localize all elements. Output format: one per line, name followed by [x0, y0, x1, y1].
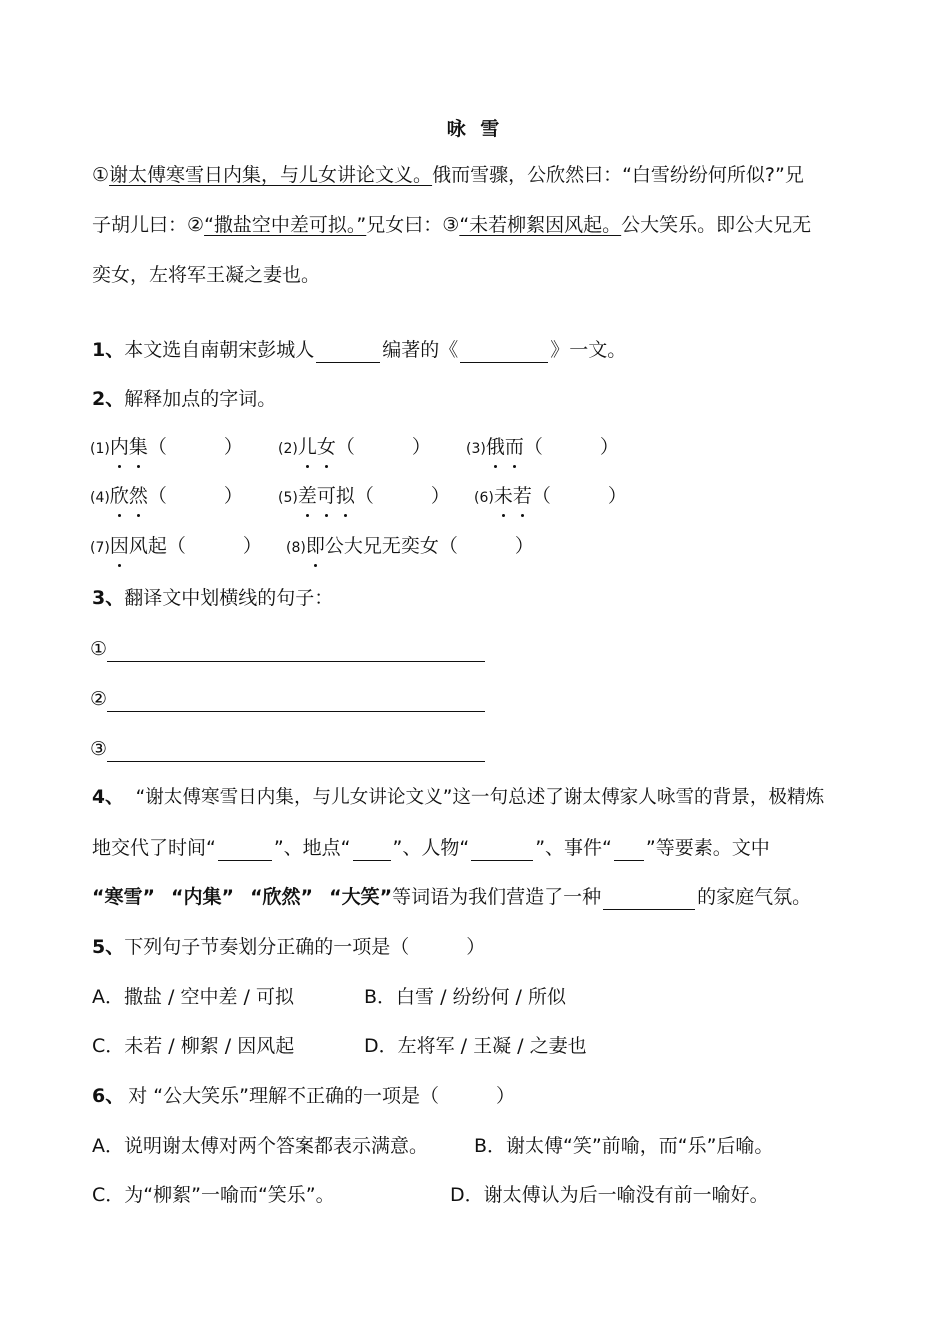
question-text: 解释加点的字词。: [124, 388, 277, 410]
question-text: 的家庭气氛。: [697, 886, 812, 908]
dotted-term: 儿女: [297, 436, 336, 458]
question-sep: 、: [105, 587, 125, 609]
bold-keyword: “欣然”: [250, 886, 314, 908]
mark-1: ①: [92, 164, 110, 186]
mark-2: ②: [187, 214, 205, 236]
dotted-term: 未若: [493, 485, 532, 507]
bold-keyword: “寒雪”: [92, 886, 155, 908]
term-number: (3): [466, 441, 486, 457]
question-4: [92, 785, 824, 811]
answer-paren[interactable]: （ ）: [354, 485, 450, 507]
bold-keyword: “内集”: [171, 886, 235, 908]
term-item: [90, 533, 262, 561]
term-number: (8): [286, 540, 306, 556]
term-number: (5): [278, 490, 298, 506]
answer-paren[interactable]: （ ）: [531, 485, 627, 507]
answer-blank[interactable]: [603, 889, 695, 910]
question-number: 1: [92, 339, 106, 361]
term-item: [90, 434, 243, 462]
term-rest: 公大兄无奕女: [324, 535, 439, 557]
term-number: (2): [278, 441, 298, 457]
dotted-term: 即: [305, 535, 325, 557]
question-text: 编著的《: [382, 339, 459, 361]
question-sep: 、: [105, 388, 125, 410]
question-number: 3: [92, 587, 106, 609]
translation-line: [90, 686, 485, 712]
question-text: 翻译文中划横线的句子：: [124, 587, 334, 609]
question-1: [92, 337, 626, 363]
answer-blank[interactable]: [107, 691, 485, 712]
question-sep: 、: [104, 787, 124, 808]
question-text: “谢太傅寒雪日内集，与儿女讲论文义”这一句总述了谢太傅家人咏雪的背景，极精炼: [135, 787, 825, 808]
question-number: 2: [92, 388, 106, 410]
translation-line: [90, 736, 485, 762]
answer-paren[interactable]: （ ）: [523, 436, 619, 458]
passage-line-3: 奕女，左将军王凝之妻也。: [92, 264, 321, 286]
dotted-term: 俄而: [485, 436, 524, 458]
answer-blank[interactable]: [218, 840, 272, 861]
term-number: (6): [474, 490, 494, 506]
term-item: [474, 483, 627, 511]
question-text: ”、人物“: [392, 837, 470, 859]
passage-line-1: [92, 162, 804, 188]
underlined-sentence-3: “未若柳絮因风起。: [459, 214, 622, 236]
answer-blank[interactable]: [471, 840, 533, 861]
answer-paren[interactable]: （ ）: [335, 436, 431, 458]
dotted-term: 差可拟: [297, 485, 355, 507]
dotted-term: 因: [109, 535, 129, 557]
question-number: 4: [92, 787, 105, 808]
question-text: 对 “公大笑乐”理解不正确的一项是（ ）: [128, 1085, 515, 1107]
mark-3: ③: [90, 738, 108, 760]
question-text: 本文选自南朝宋彭城人: [124, 339, 315, 361]
question-4-line-2: [92, 835, 770, 861]
passage-line-2: [92, 212, 811, 238]
term-item: [286, 533, 534, 561]
answer-blank[interactable]: [353, 840, 391, 861]
option-a[interactable]: A．说明谢太傅对两个答案都表示满意。: [92, 1135, 428, 1157]
option-d[interactable]: D．左将军 / 王凝 / 之妻也: [364, 1035, 587, 1057]
option-b[interactable]: B．谢太傅“笑”前喻，而“乐”后喻。: [474, 1135, 774, 1157]
option-b[interactable]: B．白雪 / 纷纷何 / 所似: [364, 986, 566, 1008]
translation-line: [90, 636, 485, 662]
question-4-line-3: [92, 884, 811, 910]
term-number: (4): [90, 490, 110, 506]
dotted-term: 内集: [109, 436, 148, 458]
option-c[interactable]: C．未若 / 柳絮 / 因风起: [92, 1035, 295, 1057]
question-5: [92, 934, 485, 960]
term-item: [466, 434, 619, 462]
answer-paren[interactable]: （ ）: [147, 436, 243, 458]
underlined-sentence-2: “撒盐空中差可拟。”: [204, 214, 367, 236]
term-rest: 风起: [128, 535, 167, 557]
mark-2: ②: [90, 688, 108, 710]
question-text: 》一文。: [550, 339, 627, 361]
answer-blank[interactable]: [460, 342, 548, 363]
question-3: [92, 585, 333, 611]
question-sep: 、: [105, 339, 125, 361]
option-a[interactable]: A．撒盐 / 空中差 / 可拟: [92, 986, 294, 1008]
answer-paren[interactable]: （ ）: [438, 535, 534, 557]
term-item: [278, 434, 431, 462]
mark-3: ③: [442, 214, 460, 236]
answer-paren[interactable]: （ ）: [147, 485, 243, 507]
answer-blank[interactable]: [107, 741, 485, 762]
question-6: [92, 1083, 515, 1109]
passage-text: 俄而雪骤，公欣然曰：“白雪纷纷何所似?”兄: [432, 164, 804, 186]
question-text: 下列句子节奏划分正确的一项是（ ）: [124, 936, 486, 958]
question-text: 等词语为我们营造了一种: [392, 886, 602, 908]
term-number: (1): [90, 441, 110, 457]
question-number: 6: [92, 1085, 106, 1107]
question-2: [92, 386, 276, 412]
passage-text: 子胡儿曰：: [92, 214, 188, 236]
underlined-sentence-1: 谢太傅寒雪日内集，与儿女讲论文义。: [109, 164, 433, 186]
passage-text: 公大笑乐。即公大兄无: [621, 214, 812, 236]
answer-blank[interactable]: [107, 641, 485, 662]
term-item: [90, 483, 243, 511]
term-number: (7): [90, 540, 110, 556]
answer-paren[interactable]: （ ）: [166, 535, 262, 557]
answer-blank[interactable]: [316, 342, 380, 363]
page-title: 咏 雪: [446, 118, 504, 140]
question-text: ”、事件“: [535, 837, 612, 859]
question-number: 5: [92, 936, 106, 958]
option-c[interactable]: C．为“柳絮”一喻而“笑乐”。: [92, 1184, 335, 1206]
question-text: ”等要素。文中: [645, 837, 770, 859]
mark-1: ①: [90, 638, 108, 660]
question-sep: 、: [105, 936, 125, 958]
passage-text: 兄女曰：: [366, 214, 443, 236]
option-d[interactable]: D．谢太傅认为后一喻没有前一喻好。: [450, 1184, 769, 1206]
question-text: 地交代了时间“: [92, 837, 216, 859]
question-sep: 、: [105, 1085, 125, 1107]
question-text: ”、地点“: [273, 837, 351, 859]
term-item: [278, 483, 450, 511]
dotted-term: 欣然: [109, 485, 148, 507]
answer-blank[interactable]: [614, 840, 644, 861]
bold-keyword: “大笑”: [329, 886, 393, 908]
